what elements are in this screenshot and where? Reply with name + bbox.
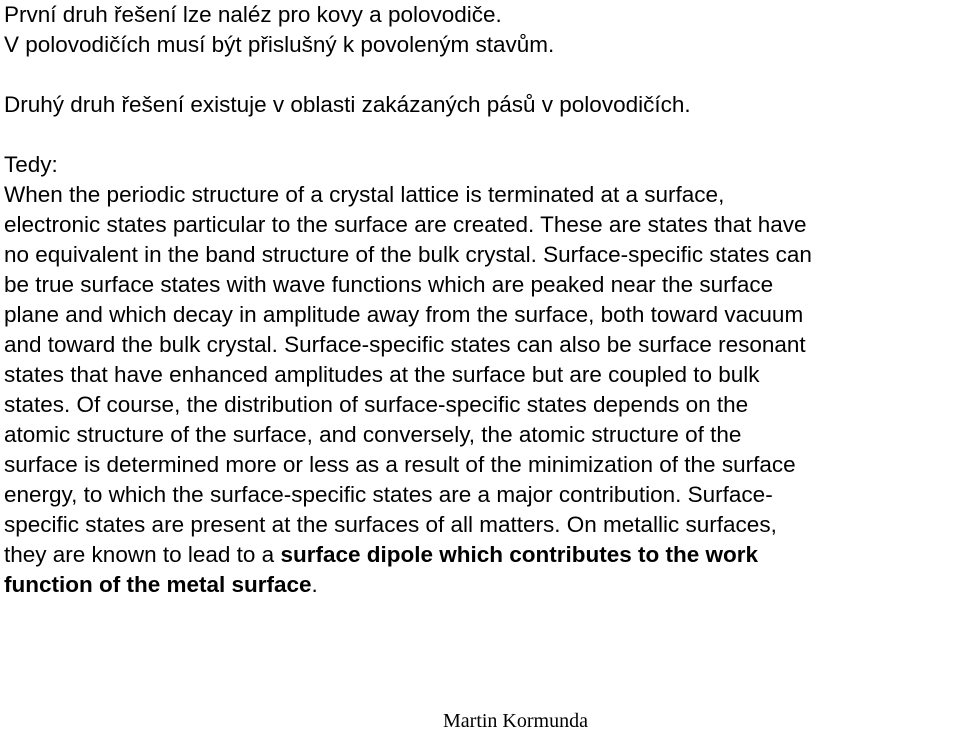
- emphasis-text: surface dipole which contributes to the work: [280, 542, 759, 567]
- body-line: states that have enhanced amplitudes at the surface but are coupled to bulk: [4, 362, 760, 387]
- body-line-mixed: [4, 570, 956, 600]
- document-body: [4, 0, 956, 600]
- body-line: plane and which decay in amplitude away from the surface, both toward vacuum: [4, 302, 804, 327]
- footer-author: Martin Kormunda: [443, 710, 588, 732]
- body-line: When the periodic structure of a crystal lattice is terminated at a surface,: [4, 182, 725, 207]
- body-line: and toward the bulk crystal. Surface-specific states can also be surface resonant: [4, 332, 806, 357]
- body-line: energy, to which the surface-specific states are a major contribution. Surface-: [4, 482, 773, 507]
- paragraph-gap: [4, 60, 956, 90]
- body-line: specific states are present at the surfaces of all matters. On metallic surfaces,: [4, 512, 777, 537]
- body-line: electronic states particular to the surface are created. These are states that have: [4, 212, 807, 237]
- body-line: be true surface states with wave functions which are peaked near the surface: [4, 272, 774, 297]
- intro-line-1: První druh řešení lze naléz pro kovy a polovodiče.: [4, 2, 502, 27]
- body-line: surface is determined more or less as a result of the minimization of the surface: [4, 452, 796, 477]
- body-line: no equivalent in the band structure of the bulk crystal. Surface-specific states can: [4, 242, 812, 267]
- intro-line-2: V polovodičích musí být přislušný k povoleným stavům.: [4, 32, 555, 57]
- body-text: .: [311, 572, 318, 597]
- emphasis-text: function of the metal surface: [4, 572, 312, 597]
- body-heading: Tedy:: [4, 152, 58, 177]
- paragraph-gap: [4, 120, 956, 150]
- intro-line-3: Druhý druh řešení existuje v oblasti zakázaných pásů v polovodičích.: [4, 92, 691, 117]
- body-line-mixed: [4, 540, 956, 570]
- body-text: they are known to lead to a: [4, 542, 281, 567]
- body-line: states. Of course, the distribution of surface-specific states depends on the: [4, 392, 749, 417]
- body-line: atomic structure of the surface, and conversely, the atomic structure of the: [4, 422, 742, 447]
